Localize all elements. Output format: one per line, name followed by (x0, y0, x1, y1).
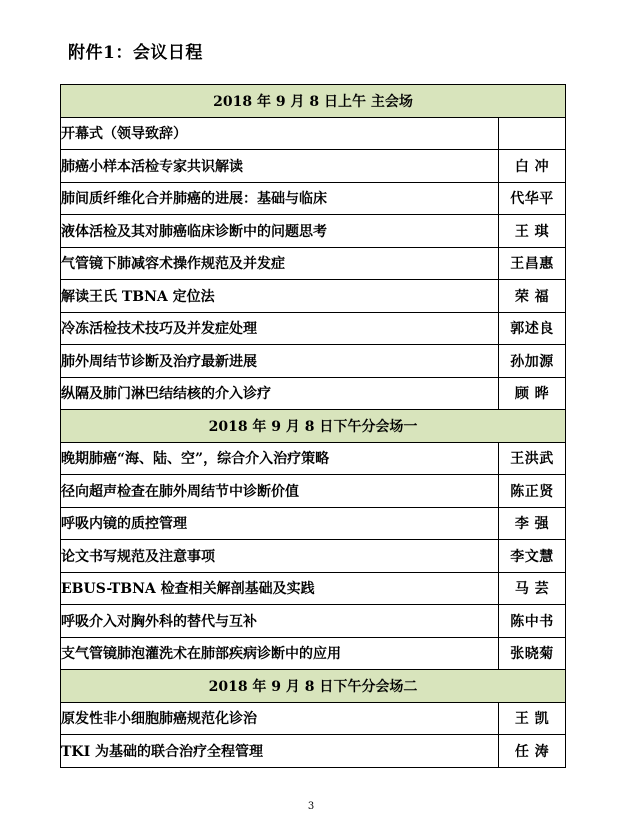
speaker-cell: 王洪武 (499, 442, 566, 475)
speaker-cell: 张晓菊 (499, 637, 566, 670)
table-row (61, 507, 566, 540)
page-number: 3 (307, 801, 315, 812)
table-row (61, 215, 566, 248)
table-row (61, 182, 566, 215)
speaker-cell: 陈中书 (499, 605, 566, 638)
table-row (61, 540, 566, 573)
table-row (61, 637, 566, 670)
topic-cell: 冷冻活检技术技巧及并发症处理 (61, 312, 499, 345)
topic-cell: 解读王氏 TBNA 定位法 (61, 280, 499, 313)
section-header: 2018 年 9 月 8 日下午分会场一 (61, 410, 566, 443)
table-row (61, 442, 566, 475)
topic-cell: 肺癌小样本活检专家共识解读 (61, 150, 499, 183)
section-header-row (61, 85, 566, 118)
speaker-cell: 王昌惠 (499, 247, 566, 280)
speaker-cell: 陈正贤 (499, 475, 566, 508)
speaker-cell: 郭述良 (499, 312, 566, 345)
table-row (61, 312, 566, 345)
topic-cell: 气管镜下肺减容术操作规范及并发症 (61, 247, 499, 280)
topic-cell: 呼吸内镜的质控管理 (61, 507, 499, 540)
speaker-cell: 李文慧 (499, 540, 566, 573)
speaker-cell: 李 强 (499, 507, 566, 540)
attachment-title: 附件1：会议日程 (68, 43, 203, 63)
table-row (61, 117, 566, 150)
topic-cell: 液体活检及其对肺癌临床诊断中的问题思考 (61, 215, 499, 248)
topic-cell: 原发性非小细胞肺癌规范化诊治 (61, 702, 499, 735)
topic-cell: 肺外周结节诊断及治疗最新进展 (61, 345, 499, 378)
topic-cell: 论文书写规范及注意事项 (61, 540, 499, 573)
schedule-table (60, 84, 566, 768)
topic-cell: 开幕式（领导致辞） (61, 117, 499, 150)
table-row (61, 150, 566, 183)
topic-cell: 纵隔及肺门淋巴结结核的介入诊疗 (61, 377, 499, 410)
speaker-cell: 顾 晔 (499, 377, 566, 410)
table-row (61, 280, 566, 313)
topic-cell: 支气管镜肺泡灌洗术在肺部疾病诊断中的应用 (61, 637, 499, 670)
section-header: 2018 年 9 月 8 日上午 主会场 (61, 85, 566, 118)
speaker-cell: 任 涛 (499, 735, 566, 768)
topic-cell: 肺间质纤维化合并肺癌的进展：基础与临床 (61, 182, 499, 215)
table-row (61, 735, 566, 768)
speaker-cell: 王 凯 (499, 702, 566, 735)
topic-cell: 晚期肺癌“海、陆、空”，综合介入治疗策略 (61, 442, 499, 475)
speaker-cell: 代华平 (499, 182, 566, 215)
topic-cell: 呼吸介入对胸外科的替代与互补 (61, 605, 499, 638)
speaker-cell: 白 冲 (499, 150, 566, 183)
speaker-cell (499, 117, 566, 150)
section-header-row (61, 670, 566, 703)
table-row (61, 345, 566, 378)
speaker-cell: 荣 福 (499, 280, 566, 313)
table-row (61, 247, 566, 280)
section-header: 2018 年 9 月 8 日下午分会场二 (61, 670, 566, 703)
topic-cell: 径向超声检查在肺外周结节中诊断价值 (61, 475, 499, 508)
speaker-cell: 马 芸 (499, 572, 566, 605)
speaker-cell: 王 琪 (499, 215, 566, 248)
table-row (61, 377, 566, 410)
topic-cell: TKI 为基础的联合治疗全程管理 (61, 735, 499, 768)
table-row (61, 475, 566, 508)
table-row (61, 702, 566, 735)
section-header-row (61, 410, 566, 443)
topic-cell: EBUS-TBNA 检查相关解剖基础及实践 (61, 572, 499, 605)
table-row (61, 572, 566, 605)
speaker-cell: 孙加源 (499, 345, 566, 378)
table-row (61, 605, 566, 638)
